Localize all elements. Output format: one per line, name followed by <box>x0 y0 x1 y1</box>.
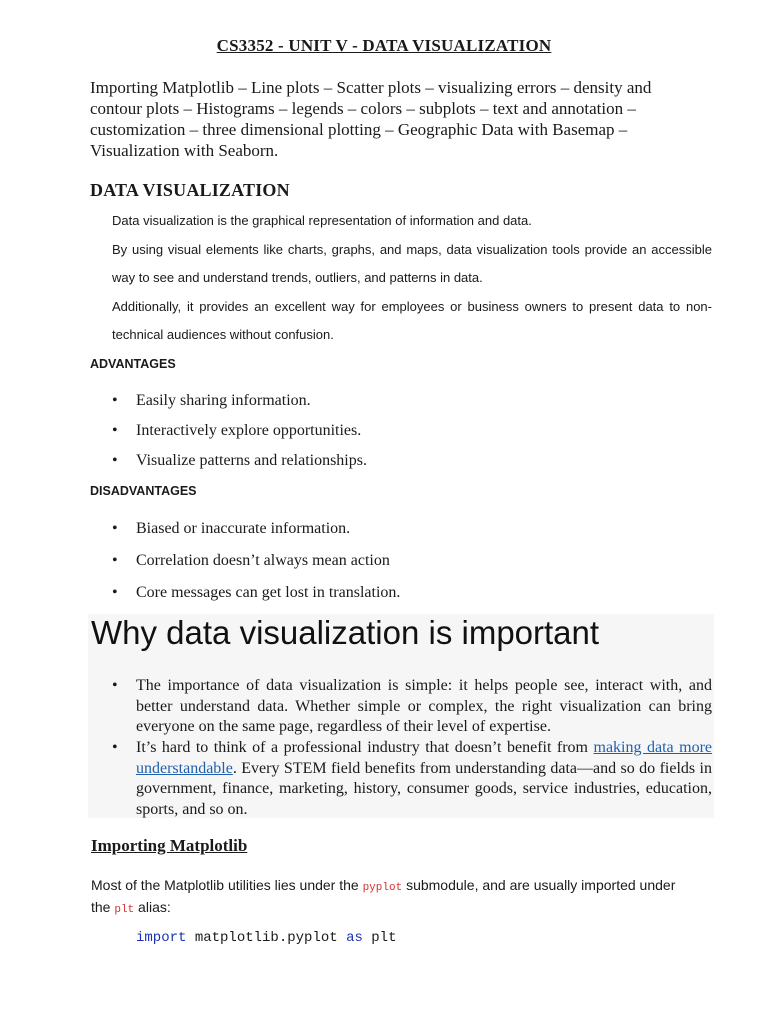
audience-paragraph: Additionally, it provides an excellent way for employees or business owners to present data to non-technical audiences without confusion. <box>112 299 712 342</box>
why-heading: Why data visualization is important <box>91 614 600 651</box>
bullet-icon: • <box>112 739 118 756</box>
tools-paragraph: By using visual elements like charts, graphs, and maps, data visualization tools provide an accessible way to see and understand trends, outliers, and patterns in data. <box>112 242 712 285</box>
section-heading-data-visualization: DATA VISUALIZATION <box>90 180 290 200</box>
bullet-icon: • <box>112 452 118 469</box>
list-item: • It’s hard to think of a professional industry that doesn’t benefit from making data more understandable. Every STEM field benefits from understanding data—and so do fields in government, finance, marketing, history, consumer goods, service industries, education, sports, and so on. <box>112 739 712 818</box>
bullet-icon: • <box>112 422 118 439</box>
topics-paragraph: Importing Matplotlib – Line plots – Scatter plots – visualizing errors – density and contour plots – Histograms – legends – colors – subplots – text and annotation – customization – three dimensional plotting – Geographic Data with Basemap – Visualization with Seaborn. <box>90 78 652 160</box>
document-title: CS3352 - UNIT V - DATA VISUALIZATION <box>216 36 552 55</box>
bullet-icon: • <box>112 584 118 601</box>
definition-paragraph: Data visualization is the graphical representation of information and data. <box>112 213 532 228</box>
bullet-icon: • <box>112 520 118 537</box>
list-item: • Interactively explore opportunities. <box>112 422 362 439</box>
list-item: • The importance of data visualization is simple: it helps people see, interact with, and better understand data. Whether simple or complex, the right visualization can bring everyone on the same page, regardless of their level of expertise. <box>112 677 712 735</box>
inline-code-pyplot: pyplot <box>362 882 403 894</box>
importing-matplotlib-heading: Importing Matplotlib <box>91 836 248 855</box>
bullet-icon: • <box>112 552 118 569</box>
import-code-line: import matplotlib.pyplot as plt <box>136 930 397 946</box>
list-item: • Visualize patterns and relationships. <box>112 452 367 469</box>
bullet-icon: • <box>112 677 118 694</box>
making-data-understandable-link[interactable]: making data more understandable <box>136 739 712 777</box>
list-item: • Correlation doesn’t always mean action <box>112 552 390 569</box>
list-item: • Core messages can get lost in translation. <box>112 584 401 601</box>
disadvantages-heading: DISADVANTAGES <box>90 484 197 498</box>
list-item: • Biased or inaccurate information. <box>112 520 351 537</box>
list-item: • Easily sharing information. <box>112 392 311 409</box>
advantages-heading: ADVANTAGES <box>90 357 176 371</box>
importing-paragraph: Most of the Matplotlib utilities lies under the pyplot submodule, and are usually imported under the plt alias: <box>91 877 676 916</box>
inline-code-plt: plt <box>114 904 135 916</box>
bullet-icon: • <box>112 392 118 409</box>
